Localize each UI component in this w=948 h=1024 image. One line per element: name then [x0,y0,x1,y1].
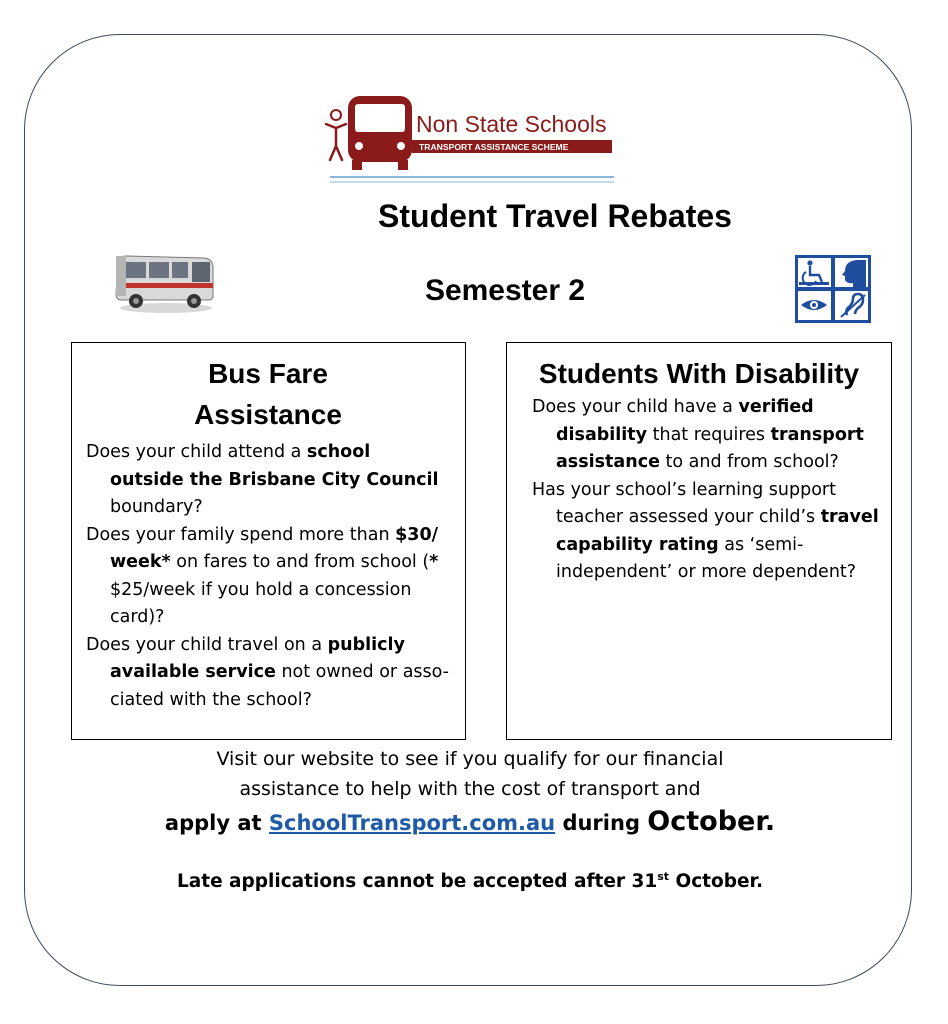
question-text: that requires [647,424,771,445]
apply-prefix: apply at [164,811,269,835]
list-item [86,632,449,715]
question-emphasis: publicly available service [110,634,405,682]
disability-questions [532,394,881,587]
logo-rule-light [330,181,614,183]
bus-fare-questions [86,439,449,714]
page-subtitle: Semester 2 [424,274,586,307]
scheme-logo [322,84,614,184]
footer-line1: Visit our website to see if you qualify for our financial [216,748,724,770]
logo-title: Non State Schools [416,111,607,137]
question-text: to and from school? [659,452,839,472]
question-text: Does your family spend more than [86,524,396,545]
list-item [532,394,881,477]
bus-fare-panel [71,342,466,740]
page-title: Student Travel Rebates [378,198,732,234]
list-item [532,477,881,587]
logo-subtitle: TRANSPORT ASSISTANCE SCHEME [419,142,569,152]
late-superscript: st [657,870,670,883]
apply-month: October. [647,806,776,837]
late-suffix: October. [669,871,764,893]
bus-fare-title-line1: Bus Fare [208,358,328,389]
logo-rule [330,176,614,178]
apply-middle: during [555,811,648,835]
footer-info [150,744,790,804]
late-notice [150,862,790,897]
question-emphasis: $30/ week* [110,524,439,572]
footer-line2: assistance to help with the cost of transport and [239,778,701,800]
bus-fare-title-line2: Assistance [194,399,342,430]
bus-fare-title [118,343,418,435]
late-prefix: Late applications cannot be accepted after 31 [176,871,658,893]
list-item [86,439,449,522]
question-text: $25/week if you hold a concession card)? [110,579,412,627]
question-emphasis: * [429,552,439,572]
question-text: on fares to and from school ( [170,552,430,572]
question-text: Does your child have a [532,397,739,417]
question-emphasis: travel capability rating [556,507,879,555]
school-transport-link[interactable]: SchoolTransport.com.au [268,811,556,835]
question-text: Does your child travel on a [86,634,328,655]
question-emphasis: transport assistance [556,424,864,472]
accessibility-icon [795,255,871,323]
question-text: Does your child attend a [86,442,307,462]
question-text: Has your school’s learning support teacher assessed your child’s [532,479,836,527]
question-text: boundary? [110,497,203,517]
bus-front-icon [322,84,614,184]
question-emphasis: school outside the Brisbane City Council [110,442,439,490]
apply-line [150,806,790,839]
list-item [86,522,449,632]
bus-icon [112,252,216,314]
disability-panel [506,342,892,740]
question-text: not owned or asso-ciated with the school? [110,662,449,710]
disability-title: Students With Disability [538,358,860,389]
question-text: as ‘semi-independent’ or more dependent? [556,534,857,582]
question-emphasis: verified disability [556,397,814,445]
